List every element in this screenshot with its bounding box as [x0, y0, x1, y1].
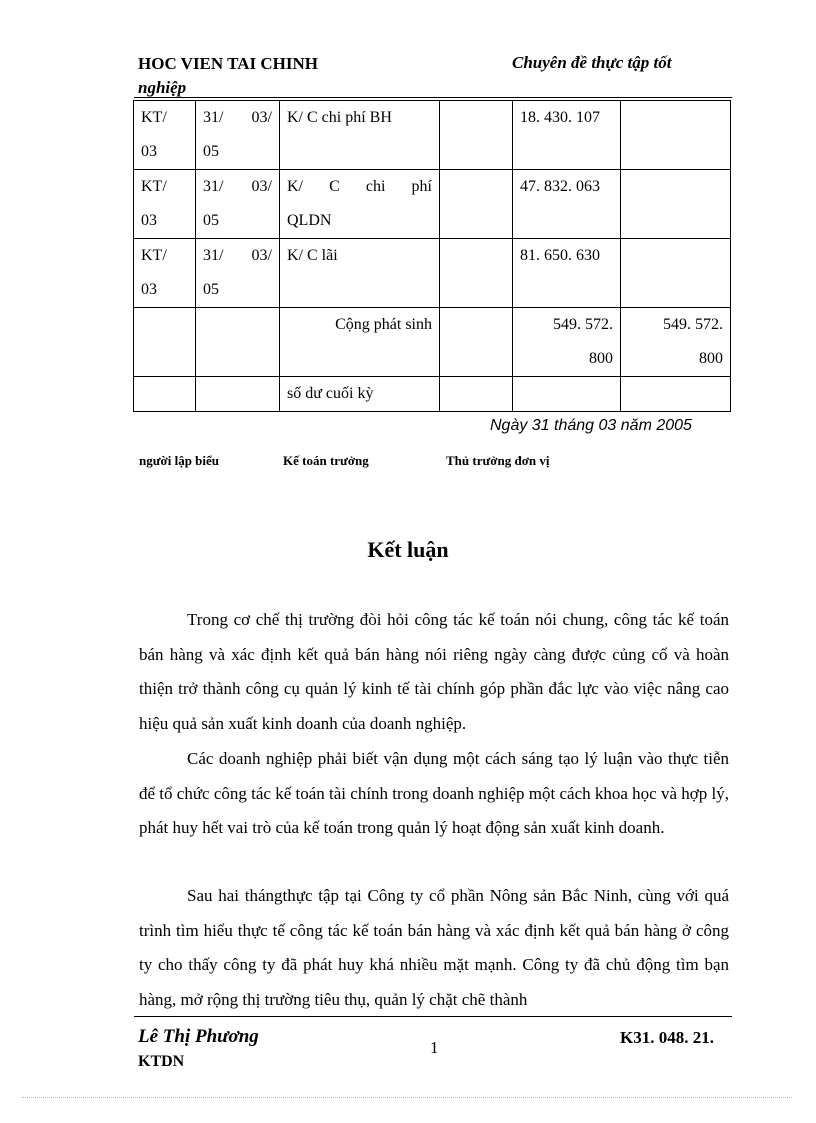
page-edge-dots [22, 1097, 792, 1098]
table-row [134, 239, 731, 308]
header-right: Chuyên đề thực tập tốt [512, 53, 672, 72]
signature-preparer: người lập biểu [139, 453, 220, 468]
footer-code: K31. 048. 21. [620, 1028, 714, 1047]
paragraph-3: Sau hai thángthực tập tại Công ty cổ phần Nông sản Bắc Ninh, cùng với quá trình tìm hiểu thực tế công tác kế toán bán hàng và xác định kết quả bán hàng ở công ty cho thấy công ty đã phát huy khá nhiều mặt mạnh. Công ty đã chủ động tìm bạn hàng, mở rộng thị trường tiêu thụ, quản lý chặt chẽ thành [139, 886, 729, 1010]
header-rule [134, 97, 732, 98]
date-year: 05 [203, 143, 219, 160]
header-institution: HOC VIEN TAI CHINH [138, 54, 318, 73]
date-month: 03/ [251, 247, 272, 264]
ending-balance-row [134, 377, 731, 412]
empty-cell [513, 377, 621, 412]
ledger-table [133, 100, 731, 412]
description-word: phí [411, 178, 432, 195]
date-year: 05 [203, 281, 219, 298]
total-debit [513, 308, 621, 377]
empty-cell [196, 377, 280, 412]
paragraph-1: Trong cơ chế thị trường đòi hỏi công tác kế toán nói chung, công tác kế toán bán hàng và xác định kết quả bán hàng nói riêng ngày càng được củng cố và hoàn thiện trở thành công cụ quản lý kinh tế tài chính góp phần đắc lực vào việc nâng cao hiệu quả sản xuất kinh doanh của doanh nghiệp. [139, 610, 729, 734]
account-cell [440, 239, 513, 308]
empty-cell [440, 308, 513, 377]
description-cell [280, 170, 440, 239]
signature-chief-accountant: Kế toán trưởng [283, 453, 369, 468]
description-cell: K/ C chi phí BH [280, 101, 440, 170]
date-day: 31/ [203, 247, 224, 264]
header-left [138, 52, 378, 100]
date-cell [196, 239, 280, 308]
paragraph-2: Các doanh nghiệp phải biết vận dụng một cách sáng tạo lý luận vào thực tiễn để tổ chức công tác kế toán tài chính trong doanh nghiệp một cách khoa học và hợp lý, phát huy hết vai trò của kế toán trong quản lý hoạt động sản xuất kinh doanh. [139, 749, 729, 838]
footer-rule [134, 1016, 732, 1017]
debit-cell: 47. 832. 063 [513, 170, 621, 239]
account-cell [440, 170, 513, 239]
empty-cell [134, 308, 196, 377]
description-word: chi [365, 178, 386, 195]
total-debit-line2: 800 [589, 350, 613, 367]
total-row [134, 308, 731, 377]
voucher-number: KT/ [141, 178, 167, 195]
debit-cell: 81. 650. 630 [513, 239, 621, 308]
empty-cell [621, 377, 731, 412]
voucher-number-cont: 03 [141, 143, 157, 160]
credit-cell [621, 101, 731, 170]
total-credit-line2: 800 [699, 350, 723, 367]
empty-cell [134, 377, 196, 412]
date-cell [196, 170, 280, 239]
debit-cell: 18. 430. 107 [513, 101, 621, 170]
date-day: 31/ [203, 178, 224, 195]
voucher-number: KT/ [141, 109, 167, 126]
date-cell [196, 101, 280, 170]
footer-department: KTDN [138, 1053, 185, 1070]
total-debit-line1: 549. 572. [553, 316, 613, 333]
voucher-number: KT/ [141, 247, 167, 264]
ending-balance-label: số dư cuối kỳ [280, 377, 440, 412]
table-row [134, 101, 731, 170]
total-credit [621, 308, 731, 377]
description-word: K/ [287, 178, 303, 195]
voucher-cell [134, 239, 196, 308]
description-word: C [329, 178, 340, 195]
date-day: 31/ [203, 109, 224, 126]
date-year: 05 [203, 212, 219, 229]
page-number: 1 [430, 1038, 439, 1057]
date-line: Ngày 31 tháng 03 năm 2005 [490, 417, 692, 434]
description-line2: QLDN [287, 212, 332, 229]
total-label: Cộng phát sinh [280, 308, 440, 377]
account-cell [440, 101, 513, 170]
date-month: 03/ [251, 109, 272, 126]
description-cell: K/ C lãi [280, 239, 440, 308]
total-credit-line1: 549. 572. [663, 316, 723, 333]
voucher-number-cont: 03 [141, 212, 157, 229]
credit-cell [621, 239, 731, 308]
header-continuation: nghiệp [138, 78, 187, 97]
empty-cell [440, 377, 513, 412]
signature-head-of-unit: Thủ trưởng đơn vị [446, 453, 550, 468]
section-title: Kết luận [367, 537, 449, 562]
date-month: 03/ [251, 178, 272, 195]
voucher-cell [134, 170, 196, 239]
voucher-number-cont: 03 [141, 281, 157, 298]
credit-cell [621, 170, 731, 239]
voucher-cell [134, 101, 196, 170]
footer-author: Lê Thị Phương [138, 1026, 259, 1047]
empty-cell [196, 308, 280, 377]
table-row [134, 170, 731, 239]
